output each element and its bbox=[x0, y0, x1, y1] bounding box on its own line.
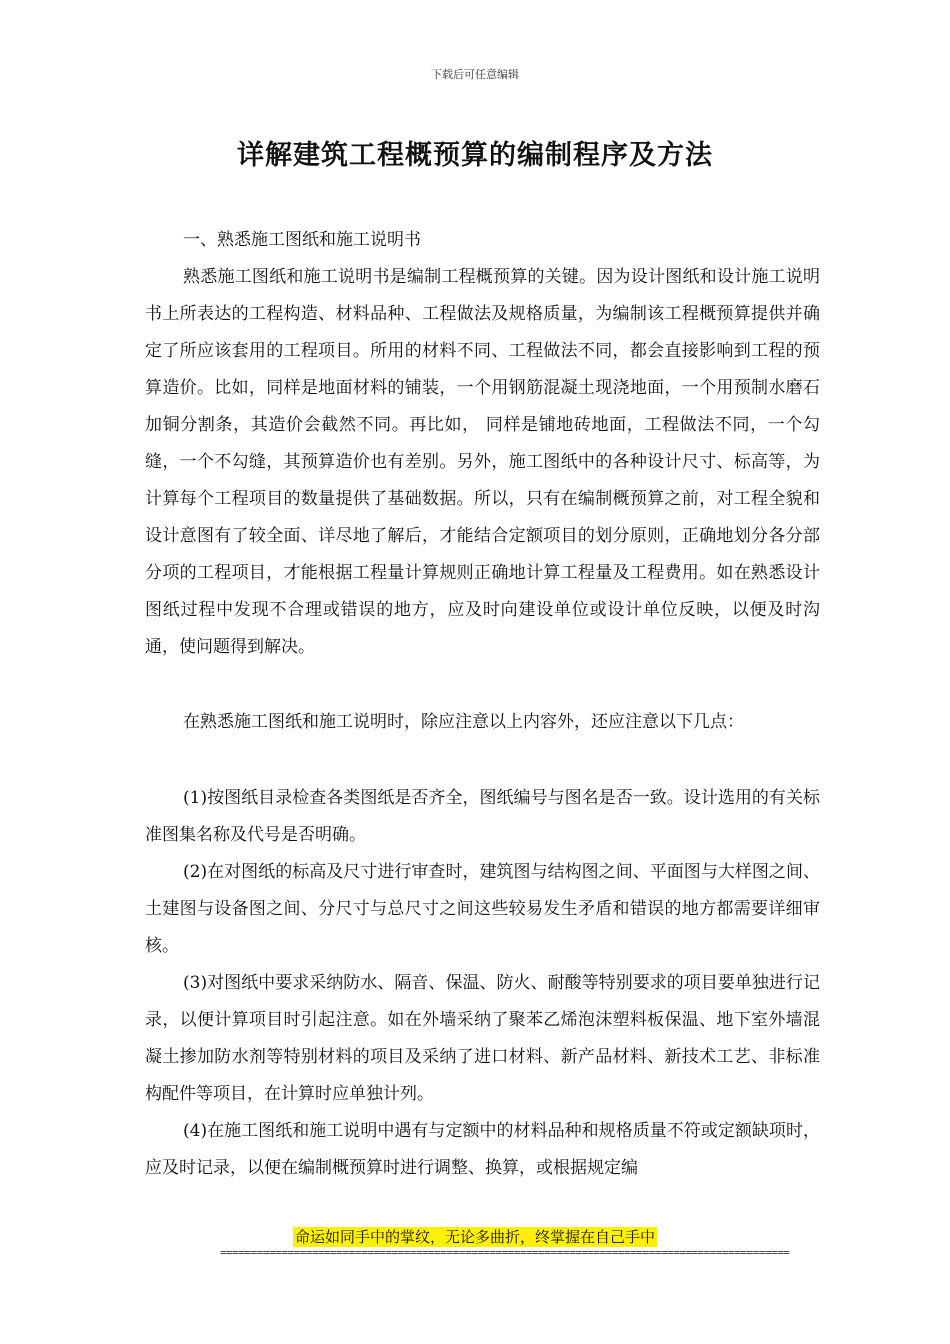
page-header-note: 下载后可任意编辑 bbox=[431, 68, 519, 81]
paragraph: 熟悉施工图纸和施工说明书是编制工程概预算的关键。因为设计图纸和设计施工说明书上所表达的工程构造、材料品种、工程做法及规格质量，为编制该工程概预算提供并确定了所应该套用的工程项目。所用的材料不同、工程做法不同，都会直接影响到工程的预算造价。比如，同样是地面材料的铺装，一个用钢筋混凝土现浇地面，一个用预制水磨石加铜分割条，其造价会截然不同。再比如， 同样是铺地砖地面，工程做法不同，一个勾缝，一个不勾缝，其预算造价也有差别。另外，施工图纸中的各种设计尺寸、标高等，为计算每个工程项目的数量提供了基础数据。所以，只有在编制概预算之前，对工程全貌和设计意图有了较全面、详尽地了解后，才能结合定额项目的划分原则，正确地划分各分部分项的工程项目，才能根据工程量计算规则正确地计算工程量及工程费用。如在熟悉设计图纸过程中发现不合理或错误的地方，应及时向建设单位或设计单位反映，以便及时沟通，使问题得到解决。 bbox=[145, 267, 820, 657]
paragraph-block bbox=[145, 259, 820, 666]
list-item: (3)对图纸中要求采纳防水、隔音、保温、防火、耐酸等特别要求的项目要单独进行记录，以便计算项目时引起注意。如在外墙采纳了聚苯乙烯泡沫塑料板保温、地下室外墙混凝土掺加防水剂等特别材料的项目及采纳了进口材料、新产品材料、新技术工艺、非标准构配件等项目，在计算时应单独计列。 bbox=[145, 973, 820, 1104]
footer-motto: 命运如同手中的掌纹，无论多曲折，终掌握在自己手中 bbox=[294, 1228, 655, 1246]
list-item: (4)在施工图纸和施工说明中遇有与定额中的材料品种和规格质量不符或定额缺项时，应及时记录，以便在编制概预算时进行调整、换算，或根据规定编 bbox=[145, 1121, 820, 1178]
paragraph: 在熟悉施工图纸和施工说明时，除应注意以上内容外，还应注意以下几点： bbox=[183, 712, 744, 732]
page-title: 详解建筑工程概预算的编制程序及方法 bbox=[237, 140, 713, 171]
paragraph-block bbox=[145, 704, 820, 741]
footer-banner bbox=[0, 1226, 950, 1247]
checklist bbox=[145, 780, 820, 1187]
list-item: (1)按图纸目录检查各类图纸是否齐全，图纸编号与图名是否一致。设计选用的有关标准图集名称及代号是否明确。 bbox=[145, 788, 820, 845]
section-heading: 一、熟悉施工图纸和施工说明书 bbox=[183, 230, 421, 250]
list-item: (2)在对图纸的标高及尺寸进行审查时，建筑图与结构图之间、平面图与大样图之间、土建图与设备图之间、分尺寸与总尺寸之间这些较易发生矛盾和错误的地方都需要详细审核。 bbox=[145, 862, 820, 956]
footer-divider: ============================================================================================= bbox=[220, 1246, 790, 1259]
